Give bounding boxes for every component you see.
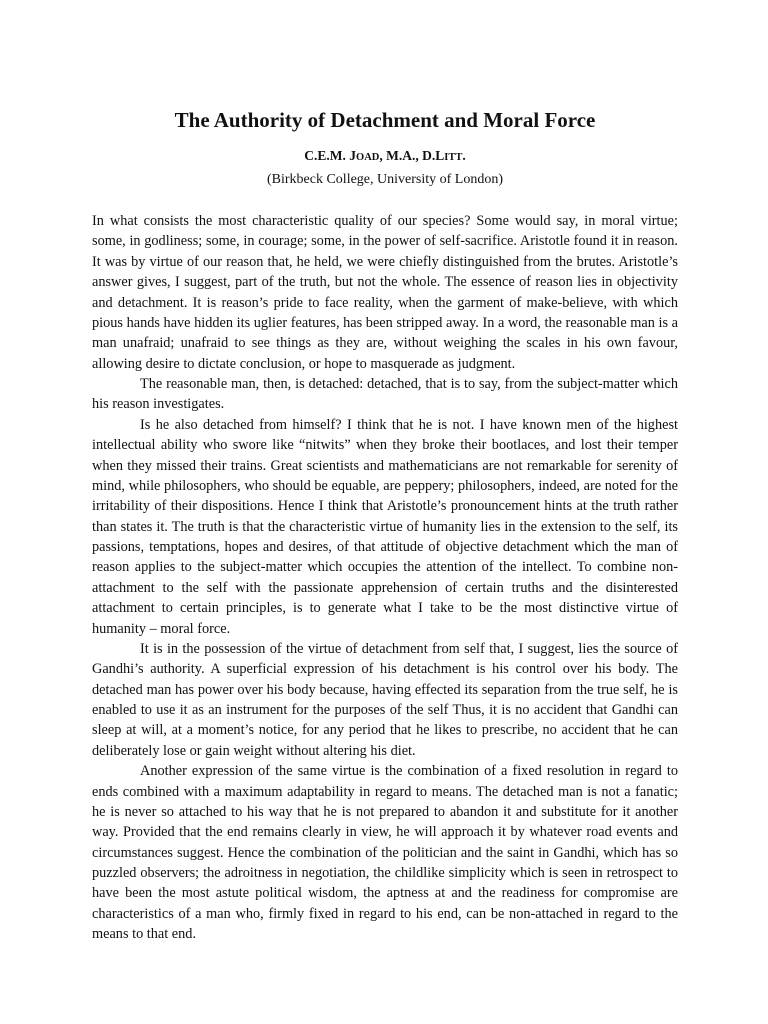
article-title: The Authority of Detachment and Moral Force bbox=[174, 108, 596, 132]
author-line bbox=[92, 146, 678, 168]
paragraph: In what consists the most characteristic quality of our species? Some would say, in moral virtue; some, in godliness; some, in courage; some, in the power of self-sacrifice. Aristotle found it in reason. It was by virtue of our reason that, he held, we were chiefly distinguished from the brutes. Aristotle’s answer gives, I suggest, part of the truth, but not the whole. The essence of reason lies in objectivity and detachment. It is reason’s pride to face reality, when the garment of make-believe, with which pious hands have hidden its uglier features, has been stripped away. In a word, the reasonable man is a man unafraid; unafraid to see things as they are, without weighing the scales in his own favour, allowing desire to dictate conclusion, or hope to masquerade as judgment. bbox=[92, 213, 678, 372]
paragraph: The reasonable man, then, is detached: detached, that is to say, from the subject-matter which his reason investigates. bbox=[92, 376, 678, 413]
author-suffix: . bbox=[462, 148, 466, 163]
article-body bbox=[92, 211, 678, 945]
document-page bbox=[92, 104, 678, 945]
author-litt-smallcaps: ITT bbox=[444, 152, 463, 163]
paragraph: Another expression of the same virtue is the combination of a fixed resolution in regard to ends combined with a maximum adaptability in regard to means. The detached man is not a fanatic; he is never so attached to his way that he is not prepared to abandon it and substitute for it another way. Provided that the end remains clearly in view, he will approach it by whatever road events and circumstances suggest. Hence the combination of the politician and the saint in Gandhi, which has so puzzled observers; the adroitness in negotiation, the childlike simplicity which is seen in retrospect to have been the most astute political wisdom, the aptness at and the readiness for compromise are characteristics of a man who, firmly fixed in regard to his end, can be non-attached in regard to the means to that end. bbox=[92, 763, 678, 943]
paragraph: Is he also detached from himself? I think that he is not. I have known men of the highest intellectual ability who swore like “nitwits” when they broke their bootlaces, and lost their temper when they missed their trains. Great scientists and mathematicians are not remarkable for serenity of mind, while philosophers, who should be equable, are peppery; philosophers, indeed, are noted for the irritability of their dispositions. Hence I think that Aristotle’s pronouncement hints at the truth rather than states it. The truth is that the characteristic virtue of humanity lies in the extension to the self, its passions, temptations, hopes and desires, of that attitude of objective detachment which the man of reason applies to the subject-matter which occupies the attention of the intellect. To combine non-attachment to the self with the passionate apprehension of certain truths and the disinterested attachment to certain principles, is to generate what I take to be the most distinctive virtue of humanity – moral force. bbox=[92, 416, 678, 637]
paragraph: It is in the possession of the virtue of detachment from self that, I suggest, lies the source of Gandhi’s authority. A superficial expression of his detachment is his control over his body. The detached man has power over his body because, having effected its separation from the true self, he is enabled to use it as an instrument for the purposes of the self Thus, it is no accident that Gandhi can sleep at will, at a moment’s notice, for any period that he likes to prescribe, no accident that he can deliberately lose or gain weight without altering his diet. bbox=[92, 640, 678, 759]
author-middle: , M.A., D.L bbox=[379, 148, 445, 163]
author-joad-smallcaps: OAD bbox=[356, 152, 380, 163]
author-prefix: C.E.M. J bbox=[304, 148, 357, 163]
author-affiliation: (Birkbeck College, University of London) bbox=[266, 172, 503, 187]
